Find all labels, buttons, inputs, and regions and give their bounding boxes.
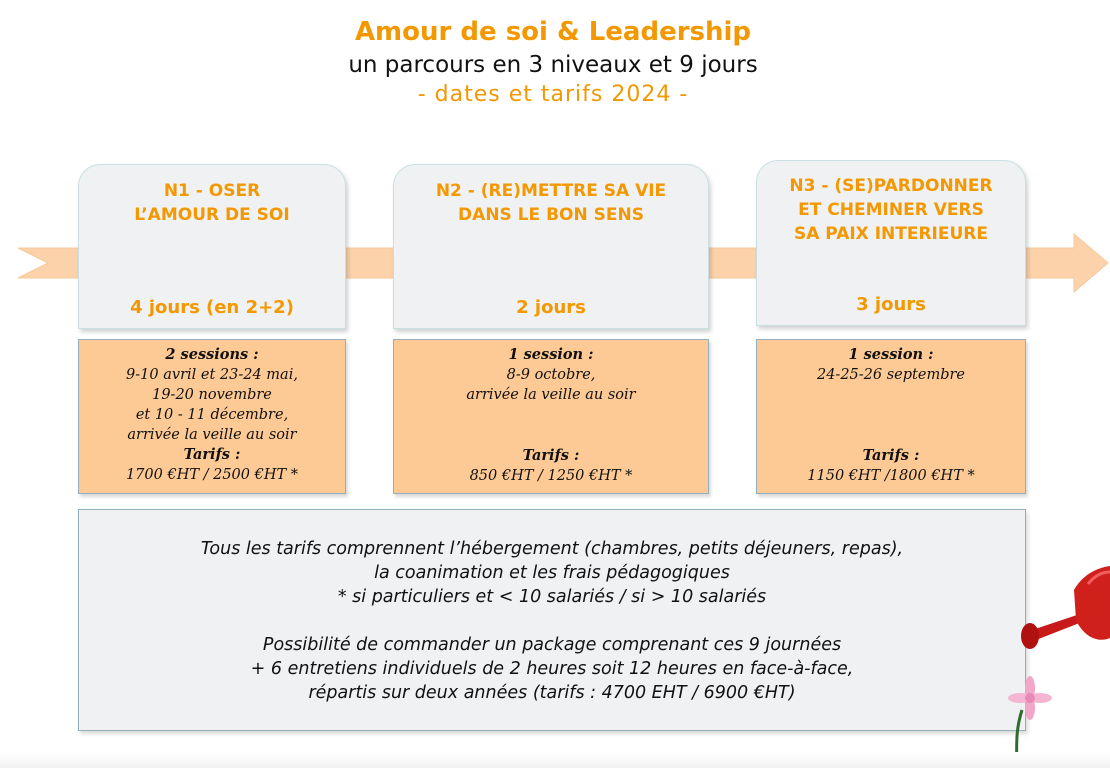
level-duration: 2 jours [516, 297, 586, 318]
tarifs-label: Tarifs : [862, 447, 920, 464]
sessions-heading: 1 session : [508, 346, 594, 363]
tarifs-value: 850 €HT / 1250 €HT * [469, 468, 633, 484]
session-box-n2 [393, 339, 709, 494]
page-subtitle: un parcours en 3 niveaux et 9 jours [348, 52, 758, 78]
level-title-line: DANS LE BON SENS [458, 205, 644, 225]
session-box-n1 [78, 339, 346, 494]
level-card-n2 [393, 164, 709, 329]
level-title-line: N2 - (RE)METTRE SA VIE [435, 181, 667, 201]
info-line: Possibilité de commander un package comprenant ces 9 journées [262, 635, 842, 655]
sessions-heading: 2 sessions : [165, 346, 259, 363]
tarifs-label: Tarifs : [522, 447, 580, 464]
level-title-line: ET CHEMINER VERS [798, 200, 984, 220]
header [0, 14, 1106, 110]
level-title [79, 179, 345, 227]
session-date-line: 8-9 octobre, [506, 367, 596, 383]
info-box [78, 509, 1026, 731]
tarifs-value: 1150 €HT /1800 €HT * [807, 468, 975, 484]
session-date-line: arrivée la veille au soir [466, 387, 636, 403]
info-line: + 6 entretiens individuels de 2 heures soit 12 heures en face-à-face, [250, 659, 854, 679]
level-card-n3 [756, 160, 1026, 326]
spacer [79, 609, 1025, 633]
info-line: * si particuliers et < 10 salariés / si > 10 salariés [337, 587, 767, 607]
session-date-line: 24-25-26 septembre [816, 367, 966, 383]
tarifs-value: 1700 €HT / 2500 €HT * [125, 467, 299, 483]
level-duration: 4 jours (en 2+2) [130, 297, 294, 318]
watering-can-flower-icon [996, 560, 1110, 768]
session-date-line: et 10 - 11 décembre, [135, 407, 289, 423]
dates-caption: - dates et tarifs 2024 - [417, 82, 689, 107]
info-line: Tous les tarifs comprennent l’hébergement (chambres, petits déjeuners, repas), [200, 539, 904, 559]
sessions-heading: 1 session : [848, 346, 934, 363]
level-title-line: L’AMOUR DE SOI [134, 205, 290, 225]
session-box-n3 [756, 339, 1026, 494]
bottom-band [0, 752, 1110, 768]
info-line: répartis sur deux années (tarifs : 4700 EHT / 6900 €HT) [308, 683, 796, 703]
level-duration: 3 jours [856, 294, 926, 315]
level-title [757, 174, 1025, 246]
tarifs-label: Tarifs : [183, 446, 241, 463]
level-title-line: N3 - (SE)PARDONNER [789, 176, 993, 196]
session-date-line: 19-20 novembre [152, 387, 272, 403]
level-title-line: SA PAIX INTERIEURE [793, 224, 989, 244]
level-title-line: N1 - OSER [163, 181, 261, 201]
info-line: la coanimation et les frais pédagogiques [374, 563, 730, 583]
session-date-line: arrivée la veille au soir [127, 427, 297, 443]
level-title [394, 179, 708, 227]
page-title: Amour de soi & Leadership [354, 17, 752, 47]
level-card-n1 [78, 164, 346, 329]
session-date-line: 9-10 avril et 23-24 mai, [126, 367, 298, 383]
